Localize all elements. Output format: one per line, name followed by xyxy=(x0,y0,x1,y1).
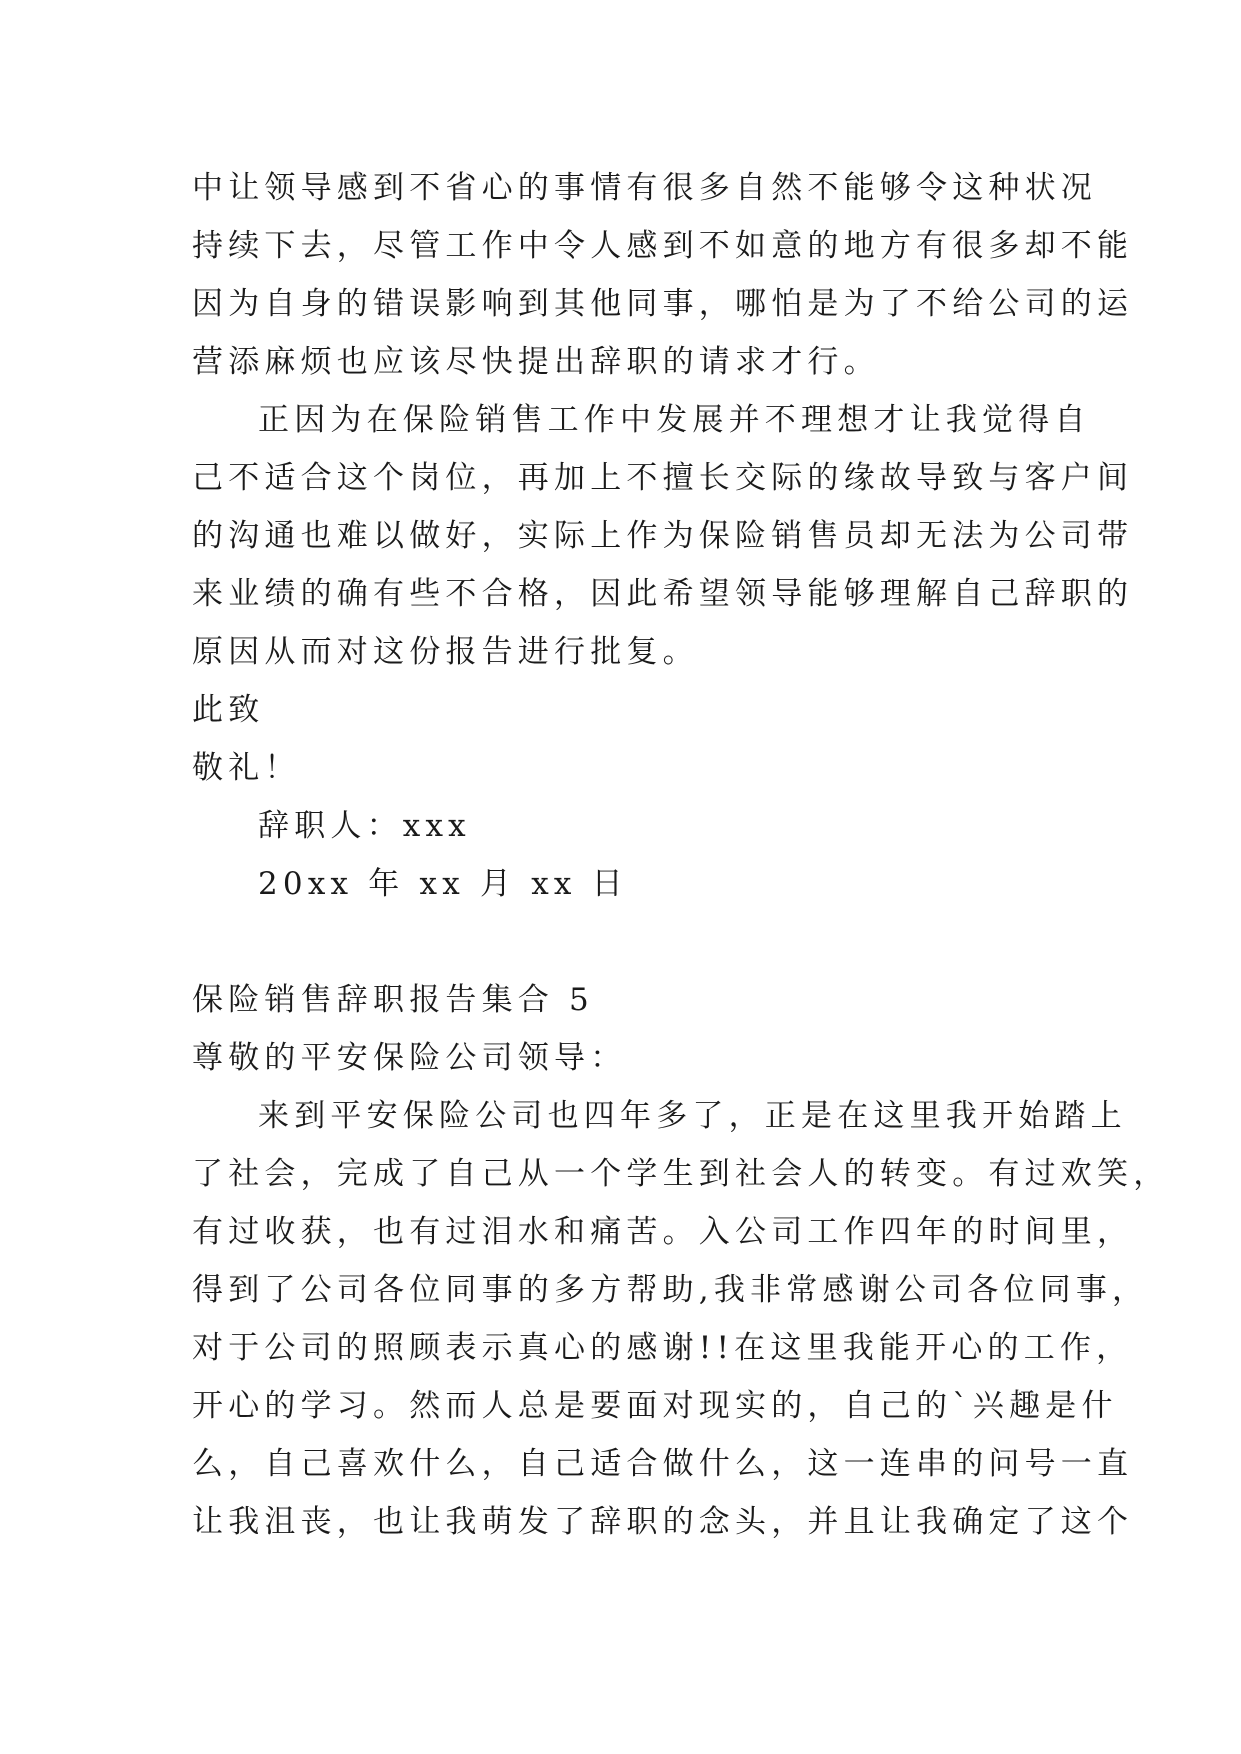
paragraph-line: 了社会，完成了自己从一个学生到社会人的转变。有过欢笑， xyxy=(192,1156,1170,1192)
signature-name: 辞职人：xxx xyxy=(258,808,471,844)
paragraph-line: 的沟通也难以做好，实际上作为保险销售员却无法为公司带 xyxy=(192,518,1134,554)
paragraph-line: 让我沮丧，也让我萌发了辞职的念头，并且让我确定了这个 xyxy=(192,1504,1134,1540)
paragraph-line: 开心的学习。然而人总是要面对现实的，自己的`兴趣是什 xyxy=(192,1388,1118,1424)
paragraph-line: 有过收获，也有过泪水和痛苦。入公司工作四年的时间里， xyxy=(192,1214,1134,1250)
closing-regards: 敬礼！ xyxy=(192,750,301,786)
signature-date: 20xx 年 xx 月 xx 日 xyxy=(258,866,628,902)
paragraph-line: 原因从而对这份报告进行批复。 xyxy=(192,634,699,670)
paragraph-line: 来到平安保险公司也四年多了，正是在这里我开始踏上 xyxy=(258,1098,1127,1134)
paragraph-line: 因为自身的错误影响到其他同事，哪怕是为了不给公司的运 xyxy=(192,286,1134,322)
paragraph-line: 得到了公司各位同事的多方帮助,我非常感谢公司各位同事， xyxy=(192,1272,1149,1308)
paragraph-line: 营添麻烦也应该尽快提出辞职的请求才行。 xyxy=(192,344,880,380)
letter-greeting: 尊敬的平安保险公司领导： xyxy=(192,1040,627,1076)
paragraph-line: 中让领导感到不省心的事情有很多自然不能够令这种状况 xyxy=(192,170,1097,206)
paragraph-line: 正因为在保险销售工作中发展并不理想才让我觉得自 xyxy=(258,402,1091,438)
paragraph-line: 来业绩的确有些不合格，因此希望领导能够理解自己辞职的 xyxy=(192,576,1134,612)
closing-salutation: 此致 xyxy=(192,692,265,728)
paragraph-line: 么，自己喜欢什么，自己适合做什么，这一连串的问号一直 xyxy=(192,1446,1134,1482)
paragraph-line: 持续下去，尽管工作中令人感到不如意的地方有很多却不能 xyxy=(192,228,1134,264)
section-title: 保险销售辞职报告集合 5 xyxy=(192,982,594,1018)
paragraph-line: 对于公司的照顾表示真心的感谢!!在这里我能开心的工作， xyxy=(192,1330,1133,1366)
paragraph-line: 己不适合这个岗位，再加上不擅长交际的缘故导致与客户间 xyxy=(192,460,1134,496)
